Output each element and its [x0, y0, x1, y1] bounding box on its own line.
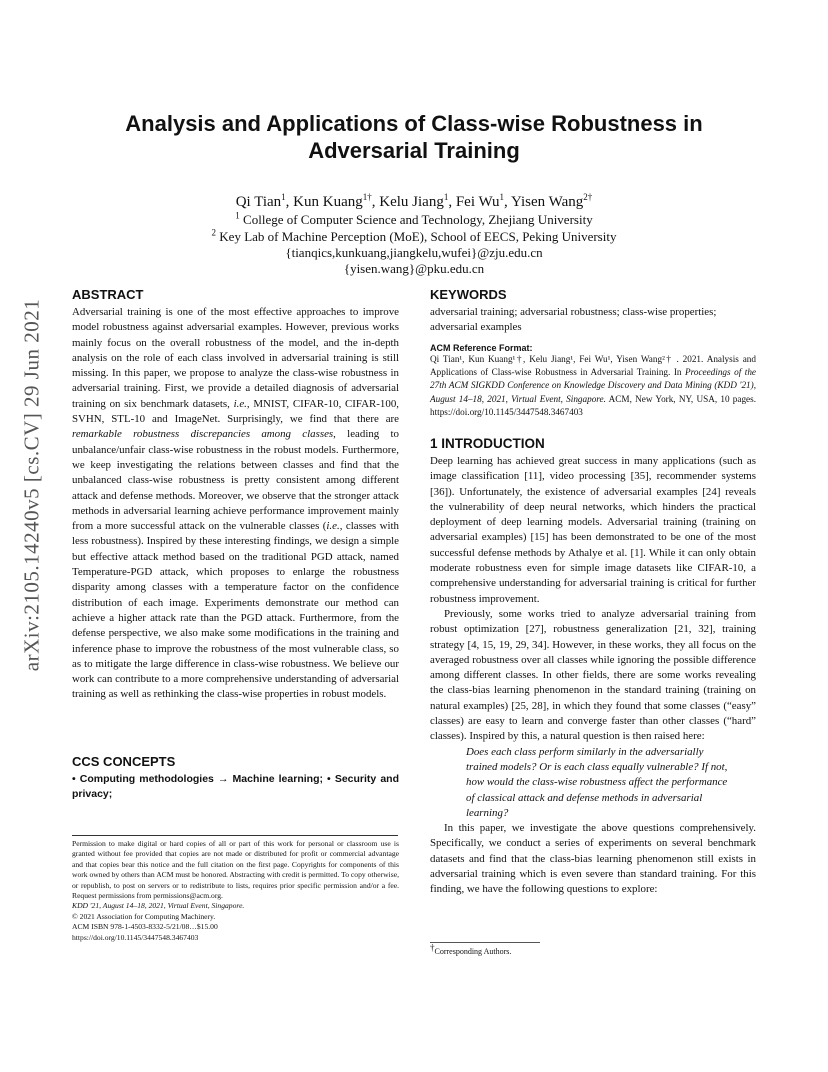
author: Kun Kuang$^{1\dagger}$,: [293, 192, 380, 210]
title-line-1: Analysis and Applications of Class-wise Robustness in: [125, 111, 703, 136]
title-line-2: Adversarial Training: [308, 138, 520, 163]
venue-line: KDD '21, August 14–18, 2021, Virtual Event, Singapore.: [72, 901, 245, 911]
affiliation-1: $^1$ College of Computer Science and Technology, Zhejiang University: [235, 210, 593, 227]
copyright-notice: [72, 839, 399, 943]
arxiv-sidebar-stamp: [14, 290, 50, 680]
copyright-line: © 2021 Association for Computing Machinery.: [72, 911, 216, 921]
abstract-body: Adversarial training is one of the most effective approaches to improve model robustness against adversarial examples. However, previous works mainly focus on the overall robustness of the model, and the in-depth analysis on the role of each class involved in adversarial training is still missing. In this paper, we propose to analyze the class-wise robustness in adversarial training. First, we provide a detailed diagnosis of adversarial training on six benchmark datasets, i.e., MNIST, CIFAR-10, CIFAR-100, SVHN, STL-10 and ImageNet. Surprisingly, we find that there are remarkable robustness discrepancies among classes, leading to unbalance/unfair class-wise robustness in the robust models. Furthermore, we keep investigating the relations between classes and find that the unbalanced class-wise robustness is pretty consistent among different attack and defense methods. Moreover, we observe that the stronger attack methods in adversarial learning achieve performance improvement mainly from a more successful attack on the vulnerable classes (i.e., classes with less robustness). Inspired by these interesting findings, we design a simple but effective attack method based on the traditional PGD attack, named Temperature-PGD attack, which proposes to enlarge the robustness disparity among classes with a temperature factor on the confidence distribution of each image. Experiments demonstrate our method can achieve a higher attack rate than the PGD attack. Furthermore, from the defense perspective, we also make some modifications in the training and inference phase to improve the robustness of the most vulnerable class, so as to mitigate the large difference in class-wise robustness. We believe our work can contribute to a more comprehensive understanding of adversarial training as well as rethinking the class-wise properties in robust models.: [72, 306, 399, 701]
author: Fei Wu$^1$,: [455, 192, 511, 210]
paper-title: [0, 110, 828, 164]
keywords-heading: KEYWORDS: [430, 287, 507, 302]
intro-paragraph-3: In this paper, we investigate the above questions comprehensively. Specifically, we conduct a series of experiments on several benchmark datasets and find that the class-bias learning phenomenon still exists in adversarial training which is even severe than standard training. For this finding, we have the following questions to explore:: [430, 822, 756, 896]
email-pku: {yisen.wang}@pku.edu.cn: [343, 261, 485, 276]
keywords-list: adversarial training; adversarial robustness; class-wise properties; adversarial examples: [430, 306, 717, 334]
email-zju: {tianqics,kunkuang,jiangkelu,wufei}@zju.edu.cn: [285, 245, 543, 260]
doi-link[interactable]: https://doi.org/10.1145/3447548.3467403: [72, 932, 199, 942]
ccs-section: [72, 754, 399, 803]
keywords-section: [430, 287, 756, 336]
affiliation-2: $^2$ Key Lab of Machine Perception (MoE), School of EECS, Peking University: [211, 227, 617, 244]
acm-reference-section: [430, 343, 756, 419]
abstract-heading: ABSTRACT: [72, 287, 144, 302]
intro-paragraph-2: Previously, some works tried to analyze adversarial training from robust optimization [27], robustness generalization [21, 32], training strategy [4, 15, 19, 29, 34]. However, in these works, they all focus on the averaged robustness over all classes while ignoring the possible difference among different classes. In other fields, there are some works revealing the class-bias learning phenomenon in the standard training (training on natural examples) [25, 28], in which they found that some classes (“easy” classes) are easy to learn and converge faster than other classes (“hard” classes). Inspired by this, a natural question is then raised here:: [430, 607, 756, 743]
arxiv-identifier: arXiv:2105.14240v5 [cs.CV] 29 Jun 2021: [19, 298, 44, 672]
corresponding-authors-footnote: †Corresponding Authors.: [430, 942, 512, 956]
introduction-section: [430, 436, 756, 898]
author: Kelu Jiang$^1$,: [379, 192, 456, 210]
author: Yisen Wang$^{2\dagger}$: [511, 192, 593, 210]
acm-reference-heading: ACM Reference Format:: [430, 343, 533, 353]
copyright-rule: [72, 835, 398, 836]
research-question-quote: Does each class perform similarly in the adversarially trained models? Or is each class equally vulnerable? If not, how would the class-wise robustness affect the performance of classical attack and defense methods in adversarial learning?: [466, 745, 728, 819]
footnote-rule: [430, 942, 540, 943]
permission-text: Permission to make digital or hard copies of all or part of this work for personal or classroom use is granted without fee provided that copies are not made or distributed for profit or commercial advantage and that copies bear this notice and the full citation on the first page. Copyrights for components of this work owned by others than ACM must be honored. Abstracting with credit is permitted. To copy otherwise, or republish, to post on servers or to redistribute to lists, requires prior specific permission and/or a fee. Request permissions from permissions@acm.org.: [72, 839, 399, 901]
abstract-section: [72, 287, 399, 703]
ccs-concepts: • Computing methodologies → Machine learning; • Security and privacy;: [72, 773, 399, 801]
isbn-line: ACM ISBN 978-1-4503-8332-5/21/08…$15.00: [72, 922, 218, 932]
introduction-heading: 1 INTRODUCTION: [430, 436, 545, 451]
intro-paragraph-1: Deep learning has achieved great success in many applications (such as image classification [11], video processing [35], recommender systems [36]). Unfortunately, the existence of adversarial examples [24] reveals the vulnerability of deep neural networks, which hinders the practical deployment of deep learning models. Adversarial training (training on adversarial examples) [15] has been demonstrated to be one of the most successful defense methods by Athalye et al. [1]. While it can only obtain moderate robustness even for simple image datasets like CIFAR-10, a comprehensive understanding for adversarial training is critical for further robustness improvement.: [430, 455, 756, 605]
acm-reference-body: Qi Tian¹, Kun Kuang¹†, Kelu Jiang¹, Fei Wu¹, Yisen Wang²† . 2021. Analysis and Applications of Class-wise Robustness in Adversarial Training. In Proceedings of the 27th ACM SIGKDD Conference on Knowledge Discovery and Data Mining (KDD '21), August 14–18, 2021, Virtual Event, Singapore. ACM, New York, NY, USA, 10 pages. https://doi.org/10.1145/3447548.3467403: [430, 354, 756, 417]
ccs-heading: CCS CONCEPTS: [72, 754, 176, 769]
author: Qi Tian$^1$,: [235, 192, 294, 210]
author-list: [0, 193, 828, 211]
